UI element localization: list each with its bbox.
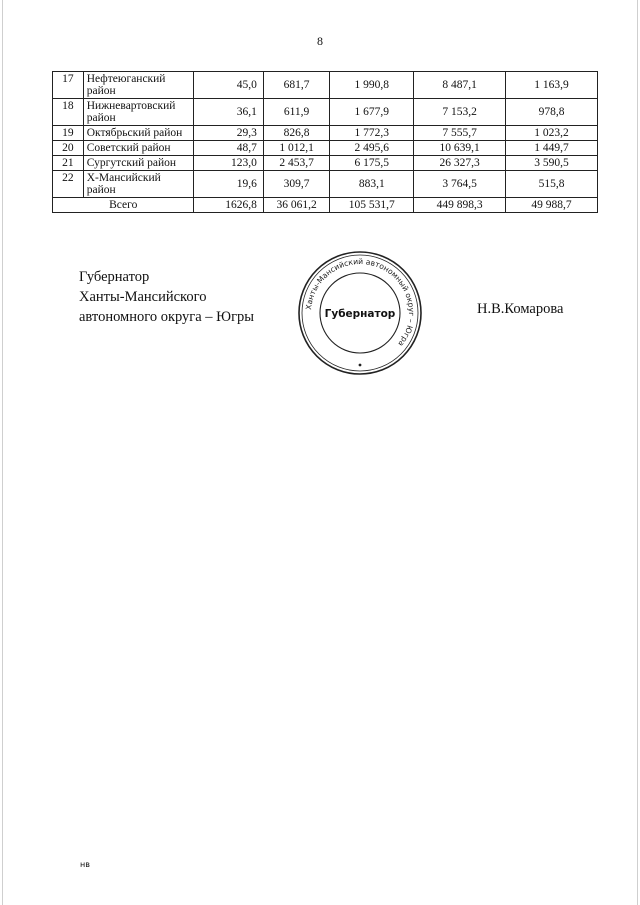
table-cell-v5: 978,8 — [506, 99, 598, 126]
page-edge-left — [2, 0, 3, 905]
footer-initials: нв — [80, 860, 90, 869]
table-cell-name: Нефтеюганский район — [83, 72, 194, 99]
table-cell-v4: 8 487,1 — [414, 72, 506, 99]
table-total-cell-v1: 1626,8 — [194, 198, 263, 213]
table-row — [53, 141, 598, 156]
page-edge-right — [637, 0, 638, 905]
table-cell-v3: 6 175,5 — [330, 156, 414, 171]
table-cell-v4: 7 555,7 — [414, 126, 506, 141]
signature-block — [79, 267, 254, 327]
table-cell-v4: 3 764,5 — [414, 171, 506, 198]
table-cell-v5: 515,8 — [506, 171, 598, 198]
table-total-row — [53, 198, 598, 213]
table-cell-v3: 1 677,9 — [330, 99, 414, 126]
table-cell-v2: 1 012,1 — [263, 141, 329, 156]
table-cell-name: Сургутский район — [83, 156, 194, 171]
statistics-table — [52, 71, 598, 213]
table-row — [53, 99, 598, 126]
seal-center-text: Губернатор — [324, 308, 396, 320]
table-cell-num: 18 — [53, 99, 84, 126]
table-row — [53, 156, 598, 171]
table-cell-v5: 1 023,2 — [506, 126, 598, 141]
table-cell-name: Советский район — [83, 141, 194, 156]
table-cell-v2: 2 453,7 — [263, 156, 329, 171]
table-total-cell-v2: 36 061,2 — [263, 198, 329, 213]
table-cell-v2: 611,9 — [263, 99, 329, 126]
table-cell-v3: 1 990,8 — [330, 72, 414, 99]
table-cell-v5: 1 449,7 — [506, 141, 598, 156]
table-cell-v1: 29,3 — [194, 126, 263, 141]
table-cell-v2: 309,7 — [263, 171, 329, 198]
signer-name: Н.В.Комарова — [477, 301, 564, 317]
official-seal — [296, 249, 424, 377]
table-total-cell-v5: 49 988,7 — [506, 198, 598, 213]
table-total-label: Всего — [53, 198, 194, 213]
table-cell-num: 17 — [53, 72, 84, 99]
table-cell-v4: 10 639,1 — [414, 141, 506, 156]
signature-title-line1: Губернатор — [79, 269, 150, 285]
table-cell-v4: 26 327,3 — [414, 156, 506, 171]
table-body — [53, 72, 598, 213]
table-cell-v1: 45,0 — [194, 72, 263, 99]
table-cell-v5: 3 590,5 — [506, 156, 598, 171]
signature-title-line3: автономного округа – Югры — [79, 309, 255, 325]
table-cell-v2: 681,7 — [263, 72, 329, 99]
table-cell-v3: 883,1 — [330, 171, 414, 198]
table-cell-name: Октябрьский район — [83, 126, 194, 141]
table-cell-v3: 2 495,6 — [330, 141, 414, 156]
table-total-cell-v3: 105 531,7 — [330, 198, 414, 213]
table-cell-v4: 7 153,2 — [414, 99, 506, 126]
table-row — [53, 126, 598, 141]
table-cell-num: 21 — [53, 156, 84, 171]
table-cell-name: Х-Мансийский район — [83, 171, 194, 198]
table-cell-v5: 1 163,9 — [506, 72, 598, 99]
seal-ring-textpath: Ханты-Мансийский автономный округ – Югра — [304, 256, 417, 349]
table-row — [53, 72, 598, 99]
page-number: 8 — [317, 34, 323, 48]
table-cell-v1: 123,0 — [194, 156, 263, 171]
table-cell-v1: 19,6 — [194, 171, 263, 198]
table-cell-v2: 826,8 — [263, 126, 329, 141]
table-cell-num: 19 — [53, 126, 84, 141]
table-cell-num: 20 — [53, 141, 84, 156]
table-cell-v1: 36,1 — [194, 99, 263, 126]
signature-title-line2: Ханты-Мансийского — [79, 289, 207, 305]
table-cell-name: Нижневартовский район — [83, 99, 194, 126]
table-total-cell-v4: 449 898,3 — [414, 198, 506, 213]
table-cell-num: 22 — [53, 171, 84, 198]
table-cell-v3: 1 772,3 — [330, 126, 414, 141]
table-row — [53, 171, 598, 198]
seal-star-icon — [359, 364, 362, 367]
table-cell-v1: 48,7 — [194, 141, 263, 156]
